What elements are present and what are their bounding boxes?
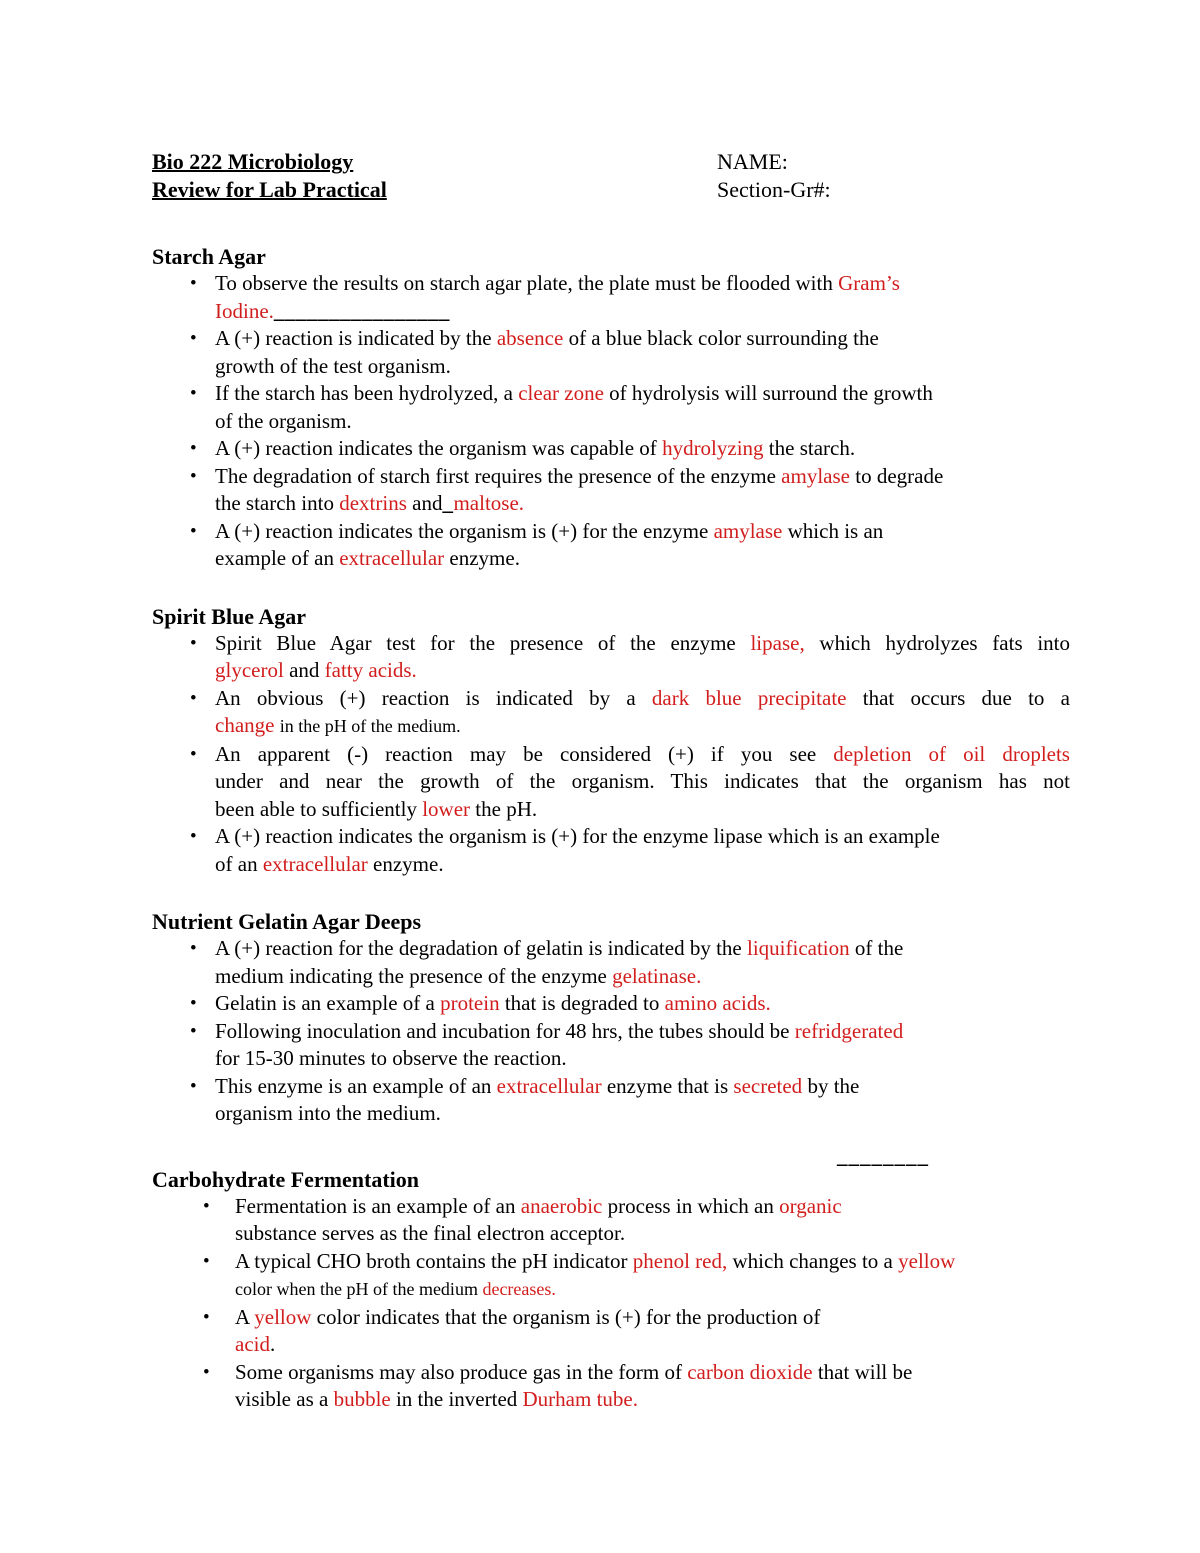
bullet-item [152,1073,1070,1128]
text-segment: organism into the medium. [215,1101,441,1125]
highlighted-term: extracellular [496,1073,602,1098]
highlighted-term: bubble [333,1387,391,1411]
text-segment: which hydrolyzes fats into [804,630,1070,655]
section-heading-starch-agar: Starch Agar [152,244,266,269]
blank-underline: _ [442,491,454,515]
text-line [215,435,1070,463]
doc-subtitle-text: Review for Lab Practical [152,177,387,202]
text-segment: of hydrolysis will surround the growth [603,381,933,405]
text-line [215,1073,1070,1101]
text-line [215,490,1070,518]
text-line [215,768,1070,796]
doc-subtitle [152,176,1070,204]
bullet-marker-icon: • [190,1075,197,1097]
highlighted-term: yellow [898,1248,956,1273]
text-segment: for 15-30 minutes to observe the reaction. [215,1046,567,1070]
text-line [215,630,1070,658]
highlighted-term: Durham tube. [522,1387,638,1411]
bullet-marker-icon: • [190,938,197,959]
text-line [235,1193,1070,1221]
bullet-marker-icon: • [190,687,197,709]
bullet-marker-icon: • [203,1250,210,1272]
highlighted-term: decreases. [482,1279,556,1299]
text-segment: which is an [782,518,884,543]
bullet-item [152,1193,1070,1248]
text-line [235,1359,1070,1387]
text-line [235,1386,1070,1414]
text-line [215,408,1070,436]
highlighted-term: maltose. [453,491,525,515]
bullet-marker-icon: • [190,465,197,487]
text-segment: in the inverted [390,1387,523,1411]
text-segment: color when the pH of the medium [235,1279,483,1299]
text-segment: enzyme that is [601,1073,734,1098]
bullet-item [152,990,1070,1018]
text-segment: of an [215,851,263,876]
bullet-item [152,741,1070,824]
bullet-marker-icon: • [203,1195,210,1217]
text-segment: substance serves as the final electron acceptor. [235,1221,626,1245]
bullet-item [152,380,1070,435]
text-segment: A (+) reaction for the degradation of gelatin is indicated by the [215,936,747,960]
text-line [215,518,1070,546]
text-segment: Gelatin is an example of a [215,991,441,1015]
text-segment: A (+) reaction indicates the organism is (+) for the enzyme [215,518,714,543]
bullet-marker-icon: • [190,826,197,847]
text-line [215,380,1070,408]
text-line [215,851,1070,879]
text-segment: A [235,1304,255,1329]
highlighted-term: gelatinase. [612,963,702,988]
text-segment: that is degraded to [499,991,665,1015]
text-line [215,270,1070,298]
text-segment: of a blue black color surrounding the [563,326,879,350]
highlighted-term: absence [496,326,564,350]
bullet-marker-icon: • [190,328,197,349]
document-header [152,148,1070,204]
course-title [152,148,1070,176]
bullet-marker-icon: • [190,1020,197,1042]
bullet-item [152,1304,1070,1359]
highlighted-term: change [215,713,275,737]
highlighted-term: hydrolyzing [662,436,764,460]
highlighted-term: liquification [747,936,850,960]
highlighted-term: anaerobic [520,1193,603,1218]
highlighted-term: lower [422,796,471,821]
text-segment: enzyme. [444,546,520,570]
course-title-text: Bio 222 Microbiology [152,149,354,174]
highlighted-term: acid [235,1332,270,1356]
bullet-item [152,435,1070,463]
text-line [215,712,1070,741]
highlighted-term: dextrins [339,491,407,515]
highlighted-term: extracellular [339,546,445,570]
text-segment: A (+) reaction indicates the organism is (+) for the enzyme lipase which is an example [215,824,940,848]
bullet-item [152,1359,1070,1414]
bullet-marker-icon: • [203,1361,210,1383]
text-line [235,1304,1070,1332]
text-segment: visible as a [235,1387,334,1411]
section-nutrient-gelatin-agar-deeps [152,908,1070,1128]
highlighted-term: yellow [254,1304,312,1329]
blank-underline: ________________ [273,298,450,323]
text-segment: to degrade [849,463,944,488]
document-body [152,243,1070,1414]
text-line [215,963,1070,991]
text-line [215,796,1070,824]
highlighted-term: carbon dioxide [687,1359,813,1384]
text-segment: enzyme. [367,851,444,876]
bullet-marker-icon: • [190,993,197,1014]
text-line [215,1100,1070,1128]
bullet-item [152,325,1070,380]
section-spirit-blue-agar [152,603,1070,879]
name-label: NAME: [717,149,788,174]
text-segment: Spirit Blue Agar test for the presence of the enzyme [215,630,751,655]
bullet-marker-icon: • [190,632,197,654]
text-segment: process in which an [602,1193,780,1218]
text-segment: Fermentation is an example of an [235,1193,521,1218]
text-segment: A (+) reaction indicates the organism was capable of [215,436,663,460]
text-segment: To observe the results on starch agar plate, the plate must be flooded with [215,271,839,295]
text-segment: Following inoculation and incubation for 48 hrs, the tubes should be [215,1018,795,1043]
highlighted-term: secreted [733,1073,803,1098]
text-segment: been able to sufficiently [215,796,423,821]
text-line [215,685,1070,713]
text-line [215,823,1070,851]
text-line [235,1220,1070,1248]
text-segment: color indicates that the organism is (+) for the production of [311,1304,821,1329]
section-starch-agar [152,243,1070,573]
bullet-marker-icon: • [190,273,197,294]
bullet-item [152,1018,1070,1073]
text-segment: that will be [812,1359,913,1384]
header-fill-in-area [717,148,831,204]
highlighted-term: protein [440,991,500,1015]
text-segment: in the pH of the medium. [279,716,461,736]
bullet-item [152,823,1070,878]
text-segment: and [406,491,443,515]
text-line [215,741,1070,769]
bullet-marker-icon: • [190,383,197,404]
text-segment: of the [849,936,904,960]
text-segment: medium indicating the presence of the enzyme [215,963,613,988]
text-line [215,325,1070,353]
text-segment: the starch. [763,436,856,460]
highlighted-term: phenol red, [632,1248,728,1273]
section-heading-nutrient-gelatin-agar-deeps: Nutrient Gelatin Agar Deeps [152,909,422,934]
section-heading-carbohydrate-fermentation: Carbohydrate Fermentation [152,1166,420,1192]
text-segment: The degradation of starch first requires the presence of the enzyme [215,463,782,488]
text-line [215,657,1070,685]
text-segment: example of an [215,546,340,570]
highlighted-term: amylase [781,463,850,488]
text-segment: under and near the growth of the organism. This indicates that the organism has not [215,769,1070,793]
text-segment: This enzyme is an example of an [215,1073,497,1098]
bullet-item [152,630,1070,685]
text-line [215,1045,1070,1073]
bullet-item [152,518,1070,573]
bullet-item [152,935,1070,990]
highlighted-term: amylase [713,518,783,543]
text-segment: of the organism. [215,408,352,433]
text-segment: which changes to a [727,1248,899,1273]
text-segment: An apparent (-) reaction may be considered (+) if you see [215,741,834,766]
bullet-item [152,685,1070,741]
text-segment: growth of the test organism. [215,353,451,378]
highlighted-term: clear zone [518,381,604,405]
text-line [235,1275,1070,1304]
bullet-item [152,1248,1070,1304]
blank-underline: ________ [837,1143,929,1168]
text-segment: . [269,1332,276,1356]
text-line [235,1248,1070,1276]
text-segment: the starch into [215,491,340,515]
text-segment: the pH. [470,796,538,821]
highlighted-term: refridgerated [794,1018,904,1043]
bullet-item [152,463,1070,518]
text-line [215,935,1070,963]
text-line [235,1331,1070,1359]
bullet-marker-icon: • [190,743,197,765]
text-line [215,353,1070,381]
highlighted-term: glycerol [215,658,284,682]
text-line [215,1018,1070,1046]
highlighted-term: fatty acids. [324,658,417,682]
bullet-marker-icon: • [190,438,197,459]
highlighted-term: organic [779,1193,842,1218]
highlighted-term: dark blue precipitate [651,685,847,710]
highlighted-term: depletion of oil droplets [833,741,1070,766]
text-segment: A typical CHO broth contains the pH indicator [235,1248,633,1273]
text-segment: that occurs due to a [846,685,1070,710]
bullet-item [152,270,1070,325]
highlighted-term: Iodine. [215,298,274,323]
highlighted-term: extracellular [262,851,368,876]
fill-in-blank-line [152,1143,1070,1168]
section-heading-spirit-blue-agar: Spirit Blue Agar [152,603,307,629]
highlighted-term: lipase, [750,630,805,655]
text-segment: Some organisms may also produce gas in the form of [235,1359,688,1384]
highlighted-term: amino acids. [664,991,771,1015]
text-segment: An obvious (+) reaction is indicated by a [215,685,652,710]
text-segment: by the [802,1073,860,1098]
text-segment: If the starch has been hydrolyzed, a [215,381,519,405]
text-line [215,463,1070,491]
text-line [215,545,1070,573]
text-segment: A (+) reaction is indicated by the [215,326,497,350]
bullet-marker-icon: • [203,1306,210,1328]
highlighted-term: Gram’s [838,271,900,295]
section-group-label: Section-Gr#: [717,177,831,202]
text-line [215,298,1070,326]
bullet-marker-icon: • [190,520,197,542]
section-carbohydrate-fermentation [152,1166,1070,1414]
text-line [215,990,1070,1018]
text-segment: and [283,658,325,682]
